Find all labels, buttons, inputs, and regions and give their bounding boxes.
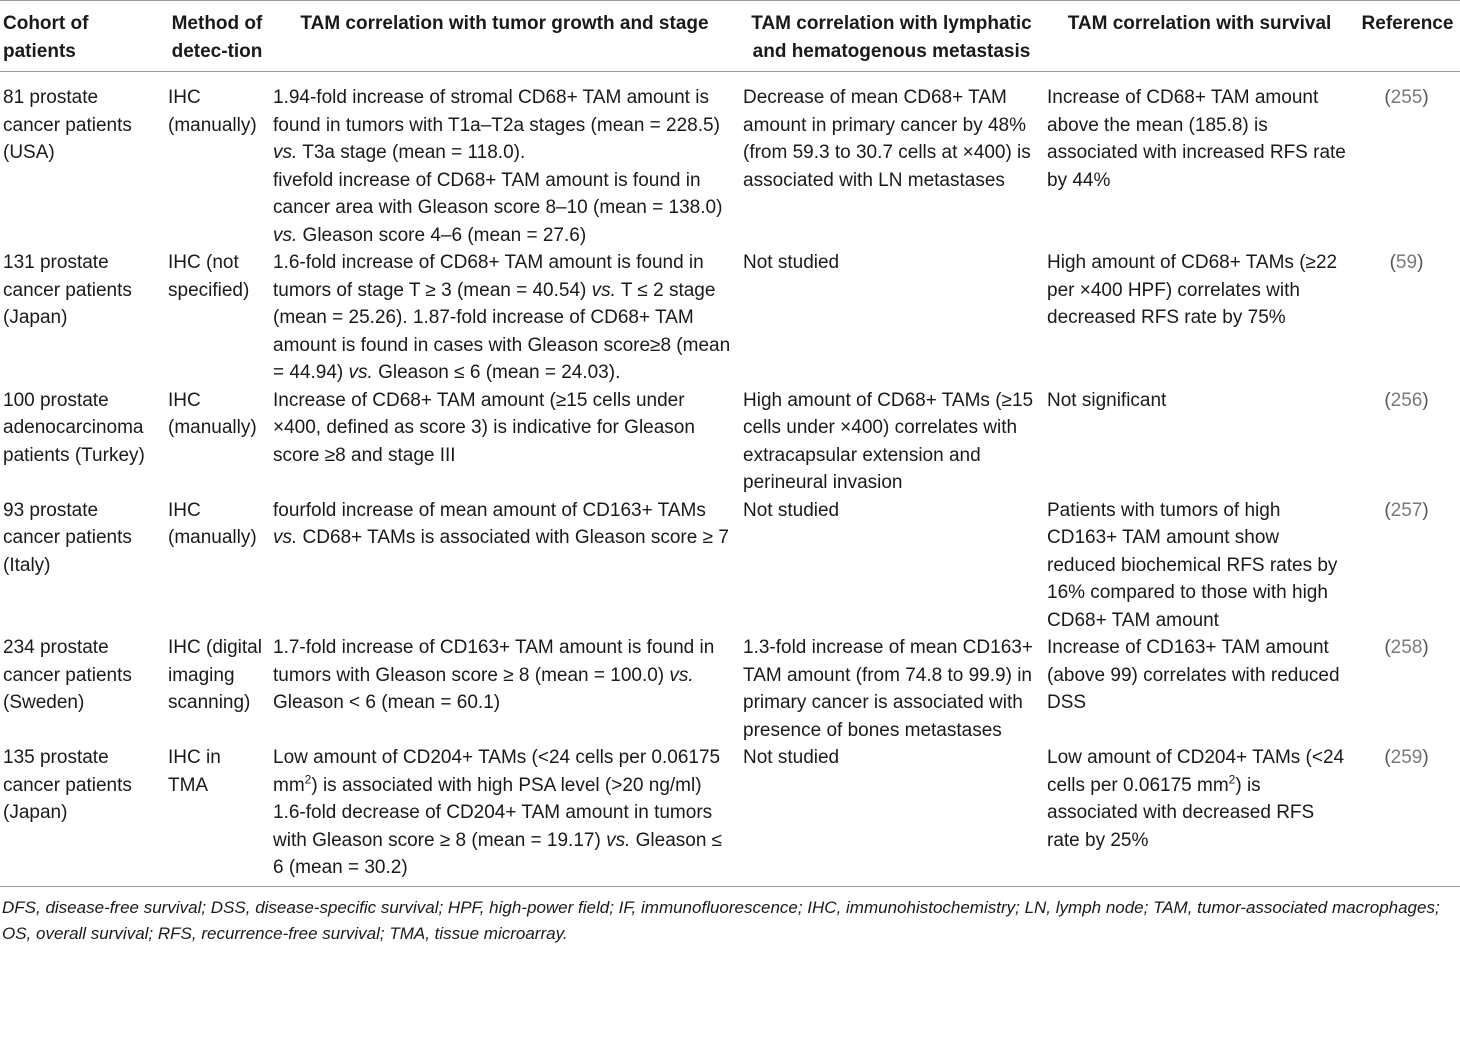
growth-text: fivefold increase of CD68+ TAM amount is found in cancer area with Gleason score 8–10 (mean = 138.0) [273, 169, 723, 218]
cell-method: IHC in TMA [168, 747, 221, 796]
growth-text: Gleason score 4–6 (mean = 27.6) [297, 224, 587, 246]
cell-cohort: 100 prostate adenocarcinoma patients (Turkey) [3, 389, 145, 466]
growth-text: T3a stage (mean = 118.0). [297, 142, 526, 163]
cell-growth: Low amount of CD204+ TAMs (<24 cells per 0.06175 $mm^2$) is associated with high PSA level (>20 ng/ml) 1.6-fold decrease of CD204+ TAM amount in tumors with Gleason score ≥ 8 (mean = 19.17) vs. Gleason ≤ 6 (mean = 30.2) [273, 747, 723, 878]
reference-link[interactable]: 258 [1390, 637, 1423, 658]
cell-growth [270, 72, 740, 250]
header-growth: TAM correlation with tumor growth and stage [270, 1, 740, 72]
cell-growth: 1.7-fold increase of CD163+ TAM amount is found in tumors with Gleason score ≥ 8 (mean = 100.0) vs. Gleason < 6 (mean = 60.1) [273, 637, 715, 713]
cell-method: IHC (digital imaging scanning) [168, 637, 262, 713]
cell-metastasis: Decrease of mean CD68+ TAM amount in primary cancer by 48% (from 59.3 to 30.7 cells at ×400) is associated with LN metastases [743, 87, 1031, 191]
reference-link[interactable]: 255 [1390, 87, 1423, 108]
cell-reference: (258) [1384, 637, 1429, 658]
cell-reference: (256) [1384, 389, 1429, 411]
vs-text: vs. [273, 527, 298, 548]
reference-link[interactable]: 259 [1390, 747, 1423, 768]
table-row [0, 72, 1460, 250]
header-method: Method of detec-tion [165, 1, 270, 72]
cell-cohort: 81 prostate cancer patients (USA) [3, 87, 132, 163]
vs-text: vs. [348, 362, 373, 383]
table-row [0, 249, 1460, 387]
header-reference: Reference [1356, 1, 1460, 72]
cell-cohort: 234 prostate cancer patients (Sweden) [3, 637, 132, 713]
cell-metastasis: High amount of CD68+ TAMs (≥15 cells under ×400) correlates with extracapsular extension and perineural invasion [743, 389, 1034, 493]
table-row [0, 744, 1460, 882]
cell-metastasis: Not studied [743, 499, 840, 521]
cell-method: IHC (manually) [168, 87, 257, 136]
cell-survival: High amount of CD68+ TAMs (≥22 per ×400 HPF) correlates with decreased RFS rate by 75% [1047, 252, 1338, 328]
cell-growth: fourfold increase of mean amount of CD163+ TAMs vs. CD68+ TAMs is associated with Gleason score ≥ 7 [273, 499, 729, 548]
cell-method: IHC (manually) [168, 499, 257, 548]
cell-reference: (59) [1389, 252, 1424, 273]
table-footnote: DFS, disease-free survival; DSS, disease-specific survival; HPF, high-power field; IF, immunofluorescence; IHC, immunohistochemistry; LN, lymph node; TAM, tumor-associated macrophages; OS, overall survival; RFS, recurrence-free survival; TMA, tissue microarray. [0, 886, 1460, 947]
cell-metastasis: 1.3-fold increase of mean CD163+ TAM amount (from 74.8 to 99.9) in primary cancer is associated with presence of bones metastases [743, 637, 1033, 741]
vs-text: vs. [669, 664, 694, 686]
cell-survival: Increase of CD68+ TAM amount above the mean (185.8) is associated with increased RFS rate by 44% [1047, 87, 1346, 191]
reference-link[interactable]: 256 [1390, 389, 1423, 411]
cell-survival: Increase of CD163+ TAM amount (above 99) correlates with reduced DSS [1047, 637, 1340, 713]
cell-method: IHC (not specified) [168, 252, 250, 301]
vs-text: vs. [273, 142, 298, 163]
table-row [0, 387, 1460, 497]
table-row [0, 497, 1460, 635]
cell-survival: Not significant [1047, 389, 1167, 411]
cell-reference: (255) [1384, 87, 1429, 108]
vs-text: vs. [606, 829, 631, 851]
header-survival: TAM correlation with survival [1044, 1, 1356, 72]
vs-text: vs. [273, 224, 298, 246]
reference-link[interactable]: 59 [1395, 252, 1418, 273]
table-row [0, 634, 1460, 744]
vs-text: vs. [591, 279, 616, 301]
header-metastasis: TAM correlation with lymphatic and hematogenous metastasis [740, 1, 1044, 72]
cell-survival: Low amount of CD204+ TAMs (<24 cells per 0.06175 $mm^2$) is associated with decreased RFS rate by 25% [1047, 747, 1345, 851]
cell-cohort: 131 prostate cancer patients (Japan) [3, 252, 132, 328]
growth-text: 1.94-fold increase of stromal CD68+ TAM amount is found in tumors with T1a–T2a stages (mean = 228.5) [273, 87, 720, 136]
header-cohort: Cohort of patients [0, 1, 165, 72]
header-row [0, 1, 1460, 72]
cell-method: IHC (manually) [168, 389, 257, 438]
cell-cohort: 135 prostate cancer patients (Japan) [3, 747, 132, 823]
reference-link[interactable]: 257 [1390, 499, 1423, 521]
cell-survival: Patients with tumors of high CD163+ TAM amount show reduced biochemical RFS rates by 16% compared to those with high CD68+ TAM amount [1047, 499, 1338, 631]
cell-metastasis: Not studied [743, 252, 840, 273]
cell-reference: (259) [1384, 747, 1429, 768]
cell-growth: 1.6-fold increase of CD68+ TAM amount is found in tumors of stage T ≥ 3 (mean = 40.54) vs. T ≤ 2 stage (mean = 25.26). 1.87-fold increase of CD68+ TAM amount is found in cases with Gleason score≥8 (mean = 44.94) vs. Gleason ≤ 6 (mean = 24.03). [273, 252, 731, 383]
cell-metastasis: Not studied [743, 747, 840, 768]
cell-reference: (257) [1384, 499, 1429, 521]
cell-growth: Increase of CD68+ TAM amount (≥15 cells under ×400, defined as score 3) is indicative for Gleason score ≥8 and stage III [273, 389, 695, 466]
cell-cohort: 93 prostate cancer patients (Italy) [3, 499, 132, 576]
